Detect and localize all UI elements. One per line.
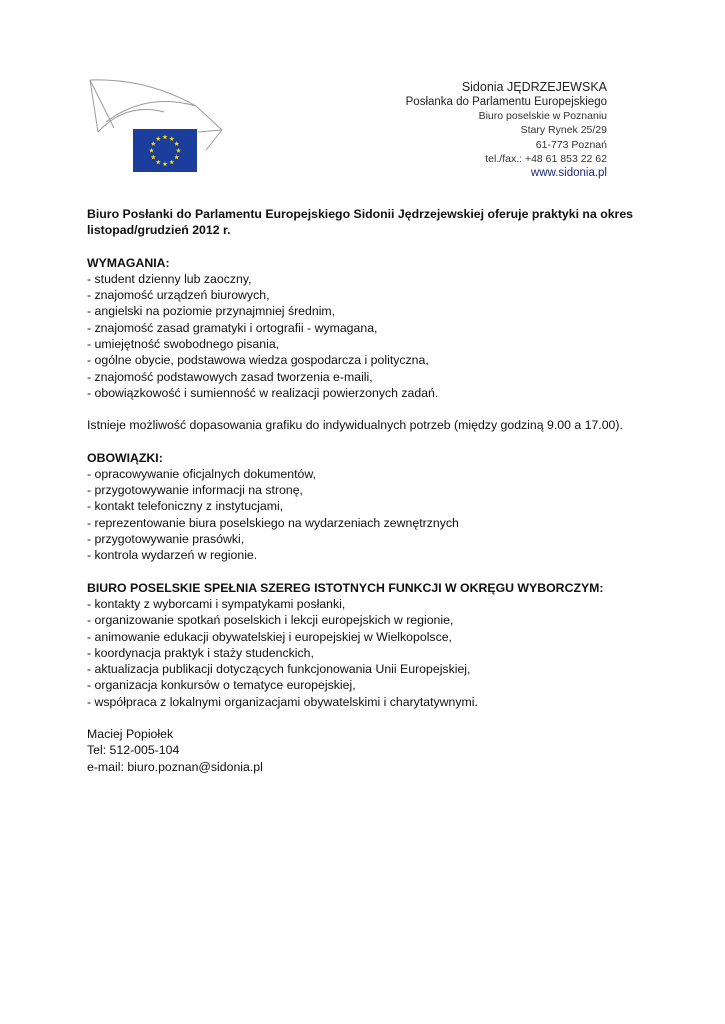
- list-item: - znajomość zasad gramatyki i ortografii - wymagana,: [87, 320, 378, 335]
- document-body: [87, 206, 647, 775]
- requirements-list: [87, 271, 647, 401]
- list-item: - angielski na poziomie przynajmniej średnim,: [87, 304, 336, 319]
- list-item: - kontakty z wyborcami i sympatykami posłanki,: [87, 596, 346, 611]
- office-name: Biuro poselskie w Poznaniu: [478, 110, 607, 122]
- list-item: - obowiązkowość i sumienność w realizacji powierzonych zadań.: [87, 385, 439, 400]
- functions-heading: BIURO POSELSKIE SPEŁNIA SZEREG ISTOTNYCH FUNKCJI W OKRĘGU WYBORCZYM:: [87, 580, 604, 595]
- list-item: - student dzienny lub zaoczny,: [87, 271, 252, 286]
- mep-name: Sidonia JĘDRZEJEWSKA: [461, 80, 607, 94]
- list-item: - kontrola wydarzeń w regionie.: [87, 548, 258, 563]
- list-item: - animowanie edukacji obywatelskiej i europejskiej w Wielkopolsce,: [87, 629, 452, 644]
- list-item: - przygotowywanie prasówki,: [87, 532, 245, 547]
- list-item: - organizacja konkursów o tematyce europejskiej,: [87, 678, 356, 693]
- duties-heading: OBOWIĄZKI:: [87, 450, 163, 465]
- functions-list: [87, 596, 647, 710]
- mep-role: Posłanka do Parlamentu Europejskiego: [405, 96, 607, 108]
- contact-phone: Tel: 512-005-104: [87, 743, 180, 758]
- letterhead: [406, 80, 607, 181]
- list-item: - opracowywanie oficjalnych dokumentów,: [87, 466, 316, 481]
- list-item: - kontakt telefoniczny z instytucjami,: [87, 499, 284, 514]
- requirements-heading: WYMAGANIA:: [87, 255, 170, 270]
- list-item: - reprezentowanie biura poselskiego na wydarzeniach zewnętrznych: [87, 515, 459, 530]
- list-item: - przygotowywanie informacji na stronę,: [87, 483, 303, 498]
- contact-name: Maciej Popiołek: [87, 727, 174, 742]
- duties-list: [87, 466, 647, 564]
- list-item: - ogólne obycie, podstawowa wiedza gospodarcza i polityczna,: [87, 353, 429, 368]
- contact-email[interactable]: e-mail: biuro.poznan@sidonia.pl: [87, 759, 263, 774]
- schedule-note: Istnieje możliwość dopasowania grafiku do indywidualnych potrzeb (między godziną 9.00 a 17.00).: [87, 418, 623, 433]
- european-parliament-logo: [86, 72, 231, 180]
- list-item: - znajomość urządzeń biurowych,: [87, 288, 270, 303]
- list-item: - organizowanie spotkań poselskich i lekcji europejskich w regionie,: [87, 613, 454, 628]
- list-item: - koordynacja praktyk i staży studenckich,: [87, 645, 314, 660]
- website-link[interactable]: www.sidonia.pl: [530, 167, 607, 180]
- intro-paragraph: Biuro Posłanki do Parlamentu Europejskiego Sidonii Jędrzejewskiej oferuje praktyki na okres listopad/grudzień 2012 r.: [87, 207, 634, 238]
- office-phone: tel./fax.: +48 61 853 22 62: [485, 152, 607, 165]
- office-postcode: 61-773 Poznań: [535, 138, 607, 151]
- list-item: - znajomość podstawowych zasad tworzenia e-maili,: [87, 369, 373, 384]
- list-item: - umiejętność swobodnego pisania,: [87, 337, 280, 352]
- list-item: - współpraca z lokalnymi organizacjami obywatelskimi i charytatywnymi.: [87, 694, 478, 709]
- list-item: - aktualizacja publikacji dotyczących funkcjonowania Unii Europejskiej,: [87, 662, 471, 677]
- office-street: Stary Rynek 25/29: [520, 124, 607, 137]
